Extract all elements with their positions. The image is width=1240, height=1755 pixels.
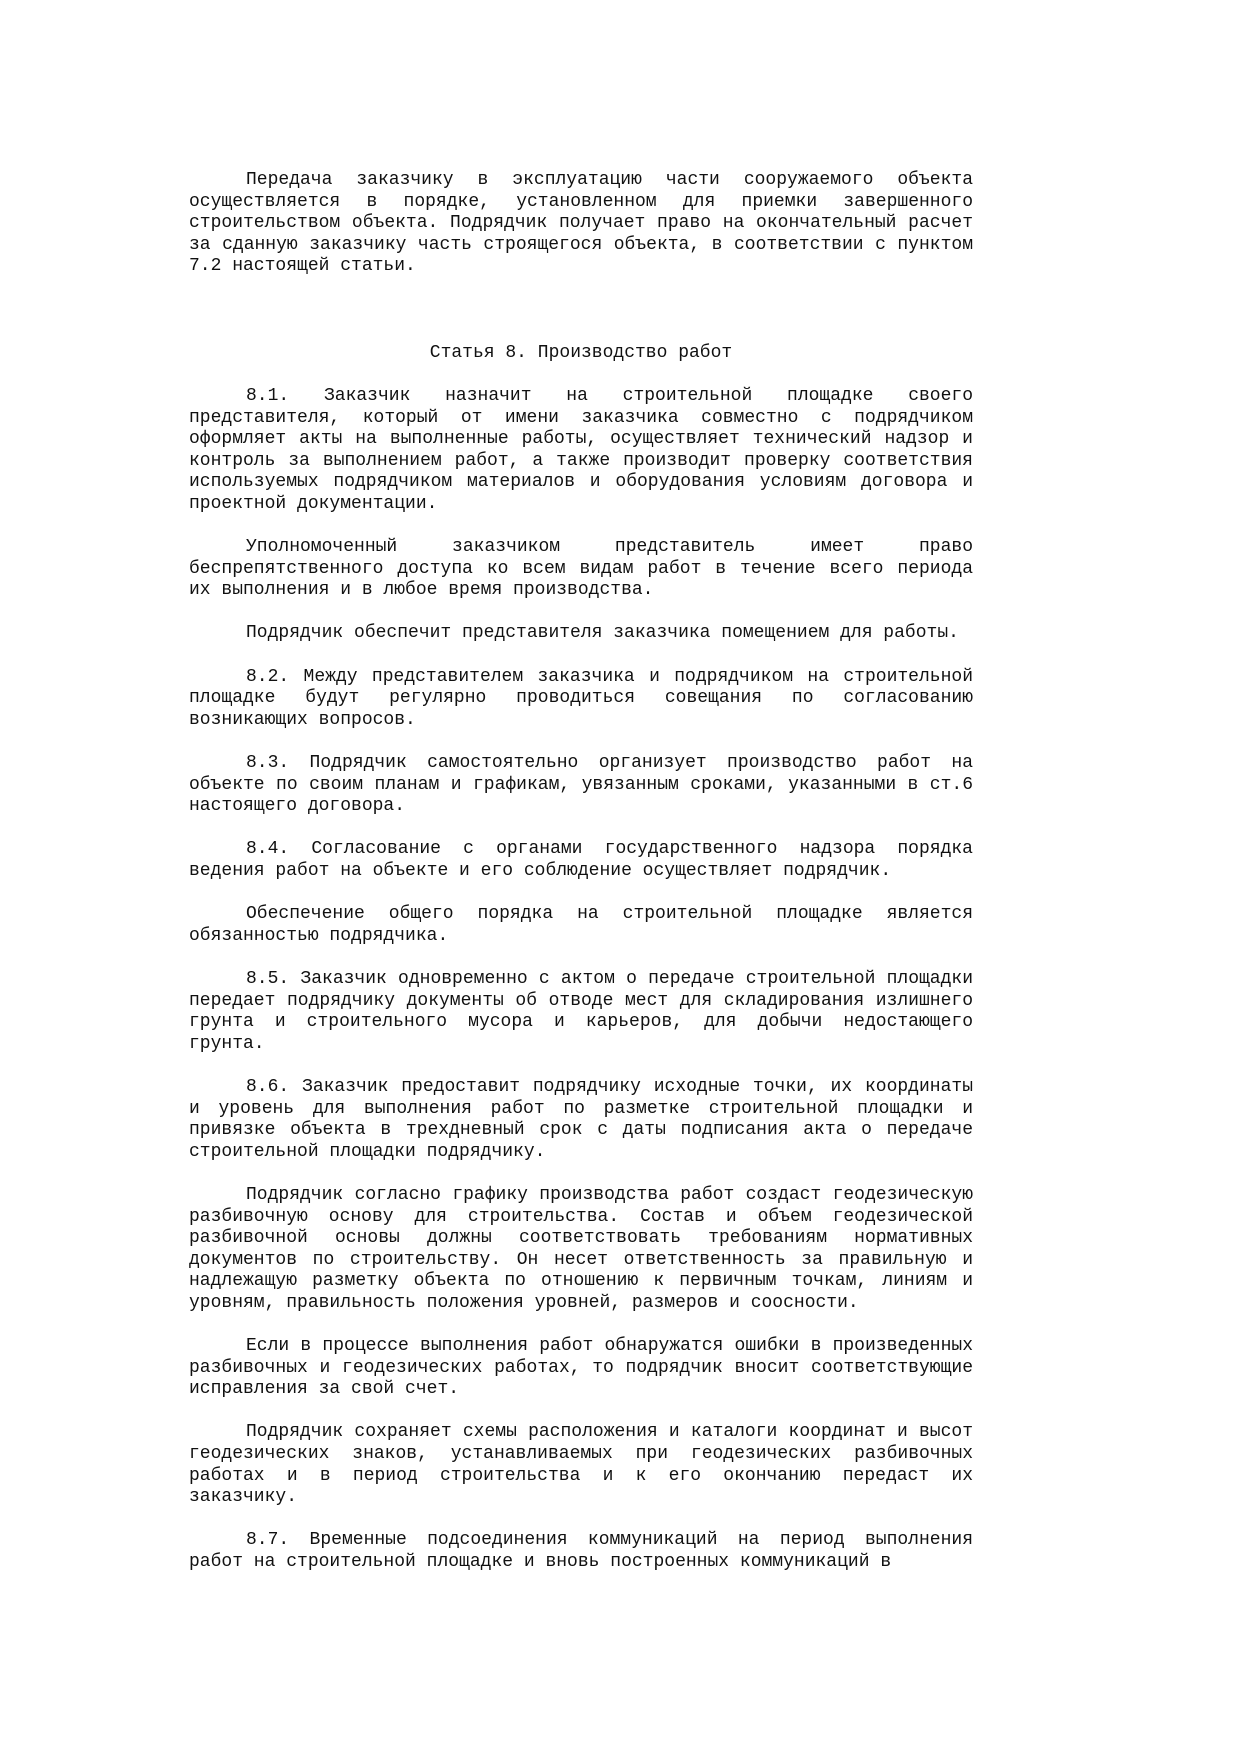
paragraph-representative-access: Уполномоченный заказчиком представитель имеет право беспрепятственного доступа ко всем видам работ в течение всего периода их выполнения и в любое время производства.	[189, 537, 973, 601]
intro-paragraph: Передача заказчику в эксплуатацию части сооружаемого объекта осуществляется в порядке, установленном для приемки завершенного строительством объекта. Подрядчик получает право на окончательный расчет за сданную заказчику часть строящегося объекта, в соответствии с пунктом 7.2 настоящей статьи.	[189, 170, 973, 277]
paragraph-representative-premises: Подрядчик обеспечит представителя заказчика помещением для работы.	[246, 623, 959, 644]
paragraph-geodetic-marks: Подрядчик сохраняет схемы расположения и каталоги координат и высот геодезических знаков, устанавливаемых при геодезических разбивочных работах и в период строительства и к его окончанию передаст их заказчику.	[189, 1422, 973, 1508]
paragraph-8-3: 8.3. Подрядчик самостоятельно организует производство работ на объекте по своим планам и графикам, увязанным сроками, указанными в ст.6 настоящего договора.	[189, 753, 973, 817]
document-body	[189, 170, 973, 1574]
paragraph-8-2: 8.2. Между представителем заказчика и подрядчиком на строительной площадке будут регулярно проводиться совещания по согласованию возникающих вопросов.	[189, 666, 973, 730]
paragraph-general-order: Обеспечение общего порядка на строительной площадке является обязанностью подрядчика.	[189, 904, 973, 946]
paragraph-error-correction: Если в процессе выполнения работ обнаружатся ошибки в произведенных разбивочных и геодезических работах, то подрядчик вносит соответствующие исправления за свой счет.	[189, 1336, 973, 1400]
paragraph-8-5: 8.5. Заказчик одновременно с актом о передаче строительной площадки передает подрядчику документы об отводе мест для складирования излишнего грунта и строительного мусора и карьеров, для добычи недостающего грунта.	[189, 968, 973, 1054]
paragraph-8-7: 8.7. Временные подсоединения коммуникаций на период выполнения работ на строительной площадке и вновь построенных коммуникаций в	[189, 1530, 973, 1573]
paragraph-8-6: 8.6. Заказчик предоставит подрядчику исходные точки, их координаты и уровень для выполнения работ по разметке строительной площадки и привязке объекта в трехдневный срок с даты подписания акта о передаче строительной площадки подрядчику.	[189, 1076, 973, 1162]
paragraph-geodetic-basis: Подрядчик согласно графику производства работ создаст геодезическую разбивочную основу для строительства. Состав и объем геодезической разбивочной основы должны соответствовать требованиям нормативных документов по строительству. Он несет ответственность за правильную и надлежащую разметку объекта по отношению к первичным точкам, линиям и уровням, правильность положения уровней, размеров и соосности.	[189, 1184, 973, 1313]
paragraph-8-4: 8.4. Согласование с органами государственного надзора порядка ведения работ на объекте и его соблюдение осуществляет подрядчик.	[189, 839, 973, 882]
section-title: Статья 8. Производство работ	[429, 342, 733, 363]
paragraph-8-1: 8.1. Заказчик назначит на строительной площадке своего представителя, который от имени заказчика совместно с подрядчиком оформляет акты на выполненные работы, осуществляет технический надзор и контроль за выполнением работ, а также производит проверку соответствия используемых подрядчиком материалов и оборудования условиям договора и проектной документации.	[189, 385, 973, 514]
